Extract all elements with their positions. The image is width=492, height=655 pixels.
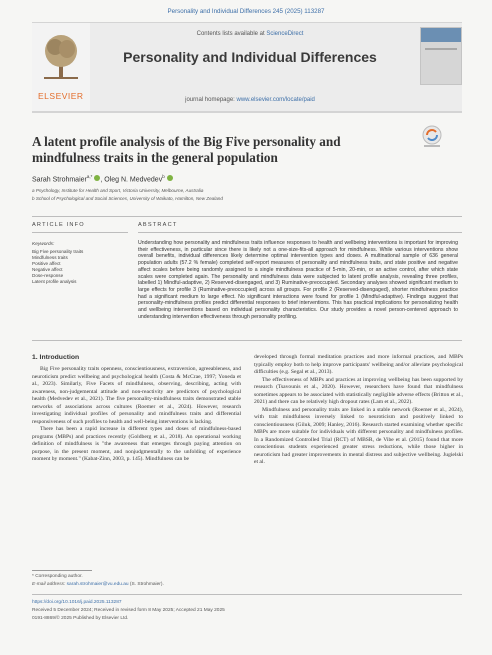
check-for-updates-icon[interactable] — [420, 124, 444, 150]
article-title: A latent profile analysis of the Big Five personality and mindfulness traits in the general population — [32, 134, 341, 165]
email-suffix: (S. Strohmaier). — [128, 582, 164, 587]
paragraph: Big Five personality traits openness, conscientiousness, extraversion, agreeableness, and neuroticism predict wellbeing and psychological health (Costa & McCrae, 1997; Yoneda et al., 2023). Similarly, Five Facets of mindfulness, observing, describing, acting with awareness, non-judgemental attitude and non-reactivity are predictors of psychological health (Medvedev et al., 2021). The five personality-mindfulness traits demonstrated stable networks of associations across cultures (Roemer et al., 2024). However, research investigating individual profiles of personality and mindfulness traits and differential responsiveness of such profiles to health and well-being interventions is lacking. — [32, 366, 241, 425]
divider — [138, 232, 462, 233]
email-note — [32, 582, 164, 587]
doi-line — [32, 600, 122, 605]
author-name[interactable]: Sarah Strohmaier — [32, 176, 87, 184]
keywords-label: Keywords: — [32, 242, 55, 247]
orcid-icon[interactable] — [167, 175, 173, 181]
contents-line — [90, 31, 410, 37]
paragraph: There has been a rapid increase in different types and doses of mindfulness-based programs (MBPs) and practices recently (Goldberg et al., 2018). An operational working definition of mindfulness is "the awareness that emerges through paying attention on purpose, in the present moment, and nonjudgmentally to the unfolding of experience moment by moment." (Kabat-Zinn, 2003, p. 145). Mindfulness can be — [32, 426, 241, 462]
elsevier-tree-icon — [42, 31, 80, 81]
keyword: Negative affect — [32, 267, 63, 272]
keyword: Latent profile analysis — [32, 279, 77, 284]
journal-cover-thumbnail[interactable] — [420, 27, 462, 85]
cover-line — [425, 48, 457, 50]
doi-link[interactable]: https://doi.org/10.1016/j.paid.2025.113287 — [32, 600, 122, 605]
author-list: Sarah Strohmaier$^{a,*}$ , Oleg N. Medvedev$^b$ — [32, 174, 173, 183]
elsevier-logo[interactable] — [32, 23, 90, 111]
divider — [32, 216, 462, 217]
affiliation: b School of Psychological and Social Sciences, University of Waikato, Hamilton, New Zealand — [32, 196, 223, 201]
paragraph: developed through formal meditation practices and more informal practices, and MBPs typically employ both to help improve participants' wellbeing and/or alleviate psychological difficulties (e.g. Segal et al., 2013). — [254, 354, 463, 375]
contents-prefix: Contents lists available at — [196, 31, 267, 37]
footnote-divider — [32, 570, 92, 571]
affiliation: a Psychology, Institute for Health and Sport, Victoria University, Melbourne, Australia — [32, 188, 204, 193]
copyright-line: 0191-8869/© 2025 Published by Elsevier Ltd. — [32, 616, 129, 621]
journal-banner — [32, 22, 462, 113]
right-column — [254, 354, 463, 467]
divider — [32, 340, 462, 341]
keyword: Big Five personality traits — [32, 249, 84, 254]
divider — [32, 232, 128, 233]
keyword: Dose-response — [32, 273, 64, 278]
journal-title: Personality and Individual Differences — [123, 49, 377, 65]
abstract-text: Understanding how personality and mindfulness traits influence responses to health and wellbeing interventions is important for improving their effectiveness, in particular since there is likely not a one-size-fits-all approach for mindfulness. While various interventions show overall benefits, individual differences likely determine optimal intervention types and doses. A multinational sample of 636 general population adults (57.2 % female) completed self-report measures of personality and mindfulness traits, and state positive and negative affect scales before being randomly assigned to a single mindfulness practice of 5-min, 20-min, or an active control, after which state scales were completed again. The personality and mindfulness data were subjected to latent profile analysis, revealing three profiles, labelled 1) Mindful-adaptive, 2) Reserved-disengaged, and 3) Ruminative-preoccupied. Secondary analyses showed significant medium to large effects for profile 3 (Ruminative-preoccupied) across all groups. For profile 2 (Reserved-disengaged), shorter mindfulness practice had a significant medium to large effect. No significant interactions were found for profile 1 (Mindful-adaptive). Findings suggest that personality-mindfulness profiles predict differential responses to brief interventions. This has practical implications for personalizing health and wellbeing interventions based on individual personality characteristics. Our study provides a novel person-centered approach to understanding intervention effectiveness through personality profiling. — [138, 240, 458, 320]
email-label: E-mail address: — [32, 582, 67, 587]
paragraph: Mindfulness and personality traits are linked in a stable network (Roemer et al., 2024), with trait mindfulness inversely linked to neuroticism and positively linked to conscientiousness (Giluk, 2009; Hanley, 2016). Research started examining whether specific MBPs are more suitable for individuals with different personality and mindfulness profiles. In a Randomized Controlled Trial (RCT) of MBSR, de Vibe et al. (2015) found that more conscientious students experienced greater stress reductions, while those higher in neuroticism had greater improvements in mental distress and subjective wellbeing. Jugielski et al. — [254, 406, 463, 465]
orcid-icon[interactable] — [94, 175, 100, 181]
homepage-prefix: journal homepage: — [185, 97, 237, 103]
author-name[interactable]: Oleg N. Medvedev — [104, 176, 163, 184]
left-column — [32, 366, 241, 464]
running-header: Personality and Individual Differences 245 (2025) 113287 — [167, 8, 325, 15]
cover-band — [421, 28, 461, 42]
article-info-heading: ARTICLE INFO — [32, 222, 85, 228]
received-dates: Received 5 December 2024; Received in revised form 8 May 2025; Accepted 21 May 2025 — [32, 608, 225, 613]
author-mark: b — [162, 174, 165, 179]
abstract-heading: ABSTRACT — [138, 222, 178, 228]
section-heading-introduction: 1. Introduction — [32, 354, 80, 361]
email-link[interactable]: sarah.strohmaier@vu.edu.au — [66, 582, 129, 587]
elsevier-wordmark: ELSEVIER — [38, 91, 84, 101]
sciencedirect-link[interactable]: ScienceDirect — [266, 31, 304, 37]
journal-homepage — [90, 97, 410, 103]
keyword: Positive affect — [32, 261, 61, 266]
author-mark: a,* — [86, 174, 93, 179]
keyword: Mindfulness traits — [32, 255, 68, 260]
paragraph: The effectiveness of MBPs and practices at improving wellbeing has been supported by research (Tsavounis et al., 2020). However, researchers have found that mindfulness sometimes appears to be associated with statistically negligible adverse effects (Britton et al., 2021) and there can be relatively high dropout rates (Lam et al., 2022). — [254, 376, 463, 405]
divider — [32, 594, 462, 595]
homepage-link[interactable]: www.elsevier.com/locate/paid — [236, 97, 315, 103]
corresponding-author-note: * Corresponding author. — [32, 574, 83, 579]
